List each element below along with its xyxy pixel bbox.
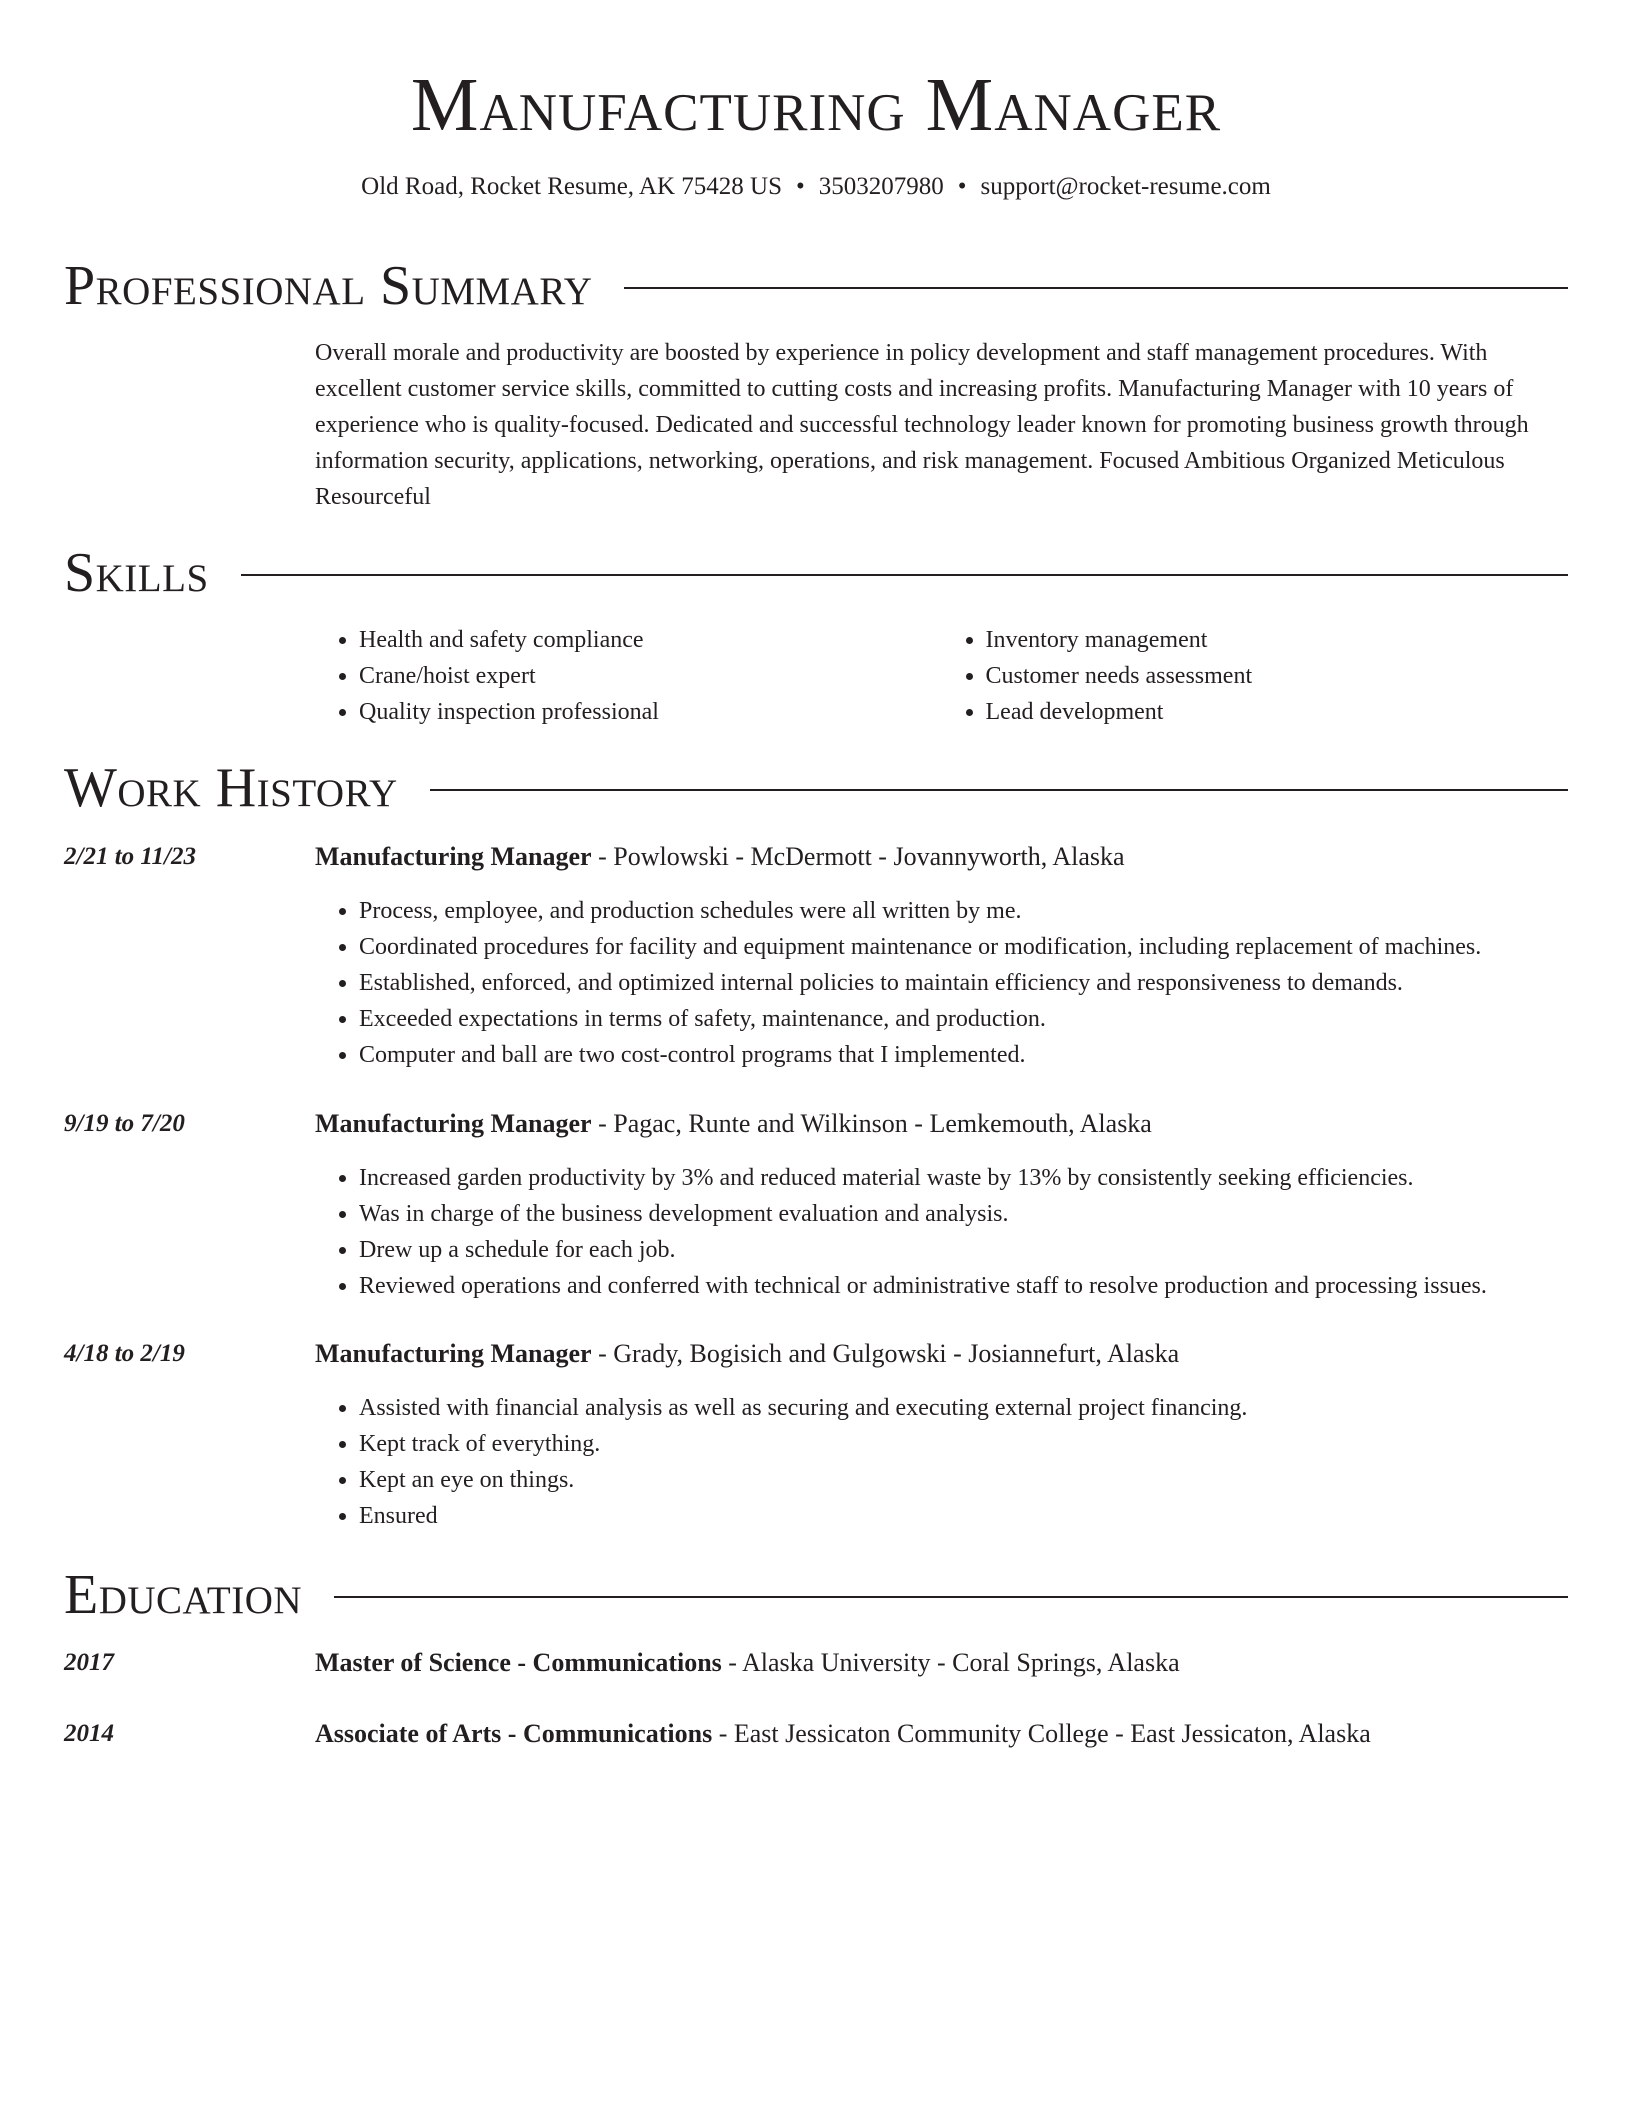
work-bullet: • Kept track of everything. xyxy=(359,1426,1568,1462)
work-bullet: • Assisted with financial analysis as well as securing and executing external project financing. xyxy=(359,1390,1568,1426)
education-degree: Associate of Arts - Communications xyxy=(315,1719,713,1748)
section-rule xyxy=(430,789,1568,791)
work-bullet: • Computer and ball are two cost-control programs that I implemented. xyxy=(359,1037,1568,1073)
work-title: Manufacturing Manager xyxy=(315,842,592,871)
work-details: - Grady, Bogisich and Gulgowski - Josiannefurt, Alaska xyxy=(591,1339,1180,1368)
section-header-skills xyxy=(64,543,1568,603)
work-bullet: • Coordinated procedures for facility and equipment maintenance or modification, including replacement of machines. xyxy=(359,929,1568,965)
work-bullet: • Exceeded expectations in terms of safety, maintenance, and production. xyxy=(359,1001,1568,1037)
contact-line xyxy=(0,172,1632,202)
section-rule xyxy=(241,574,1568,576)
contact-separator: • xyxy=(796,173,805,200)
education-heading xyxy=(315,1645,1180,1681)
summary-text: Overall morale and productivity are boosted by experience in policy development and staff management procedures. With excellent customer service skills, committed to cutting costs and increasing profits. Manufacturing Manager with 10 years of experience who is quality-focused. Dedicated and successful technology leader known for promoting business growth through information security, applications, networking, operations, and risk management. Focused Ambitious Organized Meticulous Resourceful xyxy=(315,340,1529,510)
section-title-skills: Skills xyxy=(64,542,209,604)
contact-address: Old Road, Rocket Resume, AK 75428 US xyxy=(361,173,782,200)
work-bullet: • Drew up a schedule for each job. xyxy=(359,1232,1568,1268)
skill-item: • Crane/hoist expert xyxy=(359,658,942,694)
skill-item: • Lead development xyxy=(986,694,1569,730)
education-year: 2014 xyxy=(64,1720,114,1747)
summary-block xyxy=(315,335,1568,515)
section-header-summary xyxy=(64,256,1568,316)
work-date: 2/21 to 11/23 xyxy=(64,843,196,870)
work-bullet: • Kept an eye on things. xyxy=(359,1462,1568,1498)
work-bullet: • Process, employee, and production schedules were all written by me. xyxy=(359,893,1568,929)
section-rule xyxy=(334,1596,1568,1598)
education-details: - Alaska University - Coral Springs, Alaska xyxy=(721,1648,1180,1677)
work-heading xyxy=(315,839,1125,875)
work-title: Manufacturing Manager xyxy=(315,1109,592,1138)
skill-item: • Customer needs assessment xyxy=(986,658,1569,694)
education-details: - East Jessicaton Community College - East Jessicaton, Alaska xyxy=(712,1719,1371,1748)
resume-name: Manufacturing Manager xyxy=(410,63,1222,147)
education-heading xyxy=(315,1716,1371,1752)
work-bullets xyxy=(315,893,1568,1073)
contact-email[interactable]: support@rocket-resume.com xyxy=(980,173,1271,200)
section-header-education xyxy=(64,1565,1568,1625)
education-year: 2017 xyxy=(64,1649,114,1676)
work-heading xyxy=(315,1336,1179,1372)
work-date: 4/18 to 2/19 xyxy=(64,1340,185,1367)
work-bullet: • Increased garden productivity by 3% and reduced material waste by 13% by consistently seeking efficiencies. xyxy=(359,1160,1568,1196)
skills-list-left xyxy=(315,622,942,730)
work-details: - Pagac, Runte and Wilkinson - Lemkemouth, Alaska xyxy=(591,1109,1152,1138)
skill-item: • Inventory management xyxy=(986,622,1569,658)
work-bullets xyxy=(315,1160,1568,1304)
section-rule xyxy=(624,287,1568,289)
work-heading xyxy=(315,1106,1152,1142)
section-header-work xyxy=(64,758,1568,818)
skills-list-right xyxy=(942,622,1569,730)
work-bullet: • Established, enforced, and optimized internal policies to maintain efficiency and responsiveness to demands. xyxy=(359,965,1568,1001)
skill-item: • Quality inspection professional xyxy=(359,694,942,730)
skills-block xyxy=(315,622,1568,730)
work-bullet: • Ensured xyxy=(359,1498,1568,1534)
work-details: - Powlowski - McDermott - Jovannyworth, Alaska xyxy=(591,842,1125,871)
section-title-work: Work History xyxy=(64,757,398,819)
work-title: Manufacturing Manager xyxy=(315,1339,592,1368)
work-bullets xyxy=(315,1390,1568,1534)
work-bullet: • Reviewed operations and conferred with technical or administrative staff to resolve production and processing issues. xyxy=(359,1268,1568,1304)
skill-item: • Health and safety compliance xyxy=(359,622,942,658)
section-title-summary: Professional Summary xyxy=(64,255,593,317)
work-date: 9/19 to 7/20 xyxy=(64,1110,185,1137)
work-bullet: • Was in charge of the business development evaluation and analysis. xyxy=(359,1196,1568,1232)
contact-separator: • xyxy=(957,173,967,200)
section-title-education: Education xyxy=(64,1564,303,1626)
education-degree: Master of Science - Communications xyxy=(315,1648,722,1677)
contact-phone: 3503207980 xyxy=(818,173,944,200)
